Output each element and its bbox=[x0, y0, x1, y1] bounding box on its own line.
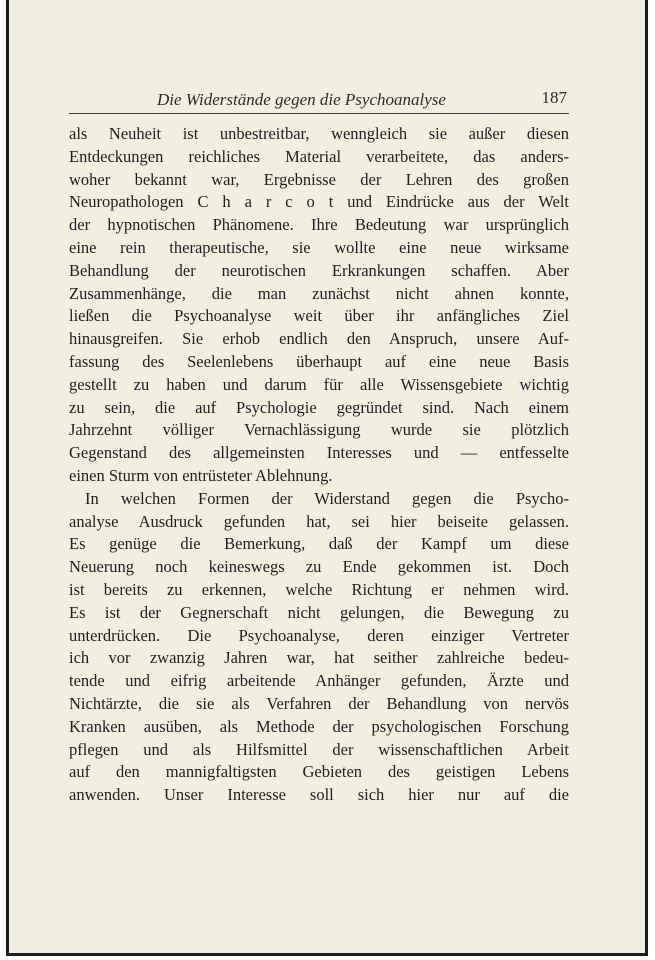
paragraph-end-line: einen Sturm von entrüsteter Ablehnung. bbox=[69, 465, 333, 485]
text-line: tende und eifrig arbeitende Anhänger gefunden, Ärzte und bbox=[69, 671, 569, 691]
text-line: unterdrücken. Die Psychoanalyse, deren einziger Vertreter bbox=[69, 625, 569, 645]
text-line: ich vor zwanzig Jahren war, hat seither zahlreiche bedeu- bbox=[69, 648, 569, 668]
text-line: eine rein therapeutische, sie wollte eine neue wirksame bbox=[69, 237, 569, 257]
text-line: Entdeckungen reichliches Material verarbeitete, das anders- bbox=[69, 146, 569, 166]
text-line: ist bereits zu erkennen, welche Richtung er nehmen wird. bbox=[69, 579, 569, 599]
text-line: zu sein, die auf Psychologie gegründet sind. Nach einem bbox=[69, 397, 569, 417]
paragraph-start-line: In welchen Formen der Widerstand gegen die Psycho- bbox=[85, 488, 569, 508]
text-line: Es genüge die Bemerkung, daß der Kampf um diese bbox=[69, 534, 569, 554]
text-line: ließen die Psychoanalyse weit über ihr anfängliches Ziel bbox=[69, 306, 569, 326]
text-line: analyse Ausdruck gefunden hat, sei hier beiseite gelassen. bbox=[69, 511, 569, 531]
header-rule bbox=[69, 113, 569, 114]
text-line: hinausgreifen. Sie erhob endlich den Anspruch, unsere Auf- bbox=[69, 329, 569, 349]
text-line: Gegenstand des allgemeinsten Interesses und — entfesselte bbox=[69, 443, 569, 463]
text-line: Jahrzehnt völliger Vernachlässigung wurde sie plötzlich bbox=[69, 420, 569, 440]
text-line: Behandlung der neurotischen Erkrankungen schaffen. Aber bbox=[69, 260, 569, 280]
text-line: Kranken ausüben, als Methode der psychologischen Forschung bbox=[69, 716, 569, 736]
text-line: als Neuheit ist unbestreitbar, wenngleich sie außer diesen bbox=[69, 124, 569, 143]
text-line: der hypnotischen Phänomene. Ihre Bedeutung war ursprünglich bbox=[69, 215, 569, 235]
text-line: Zusammenhänge, die man zunächst nicht ahnen konnte, bbox=[69, 283, 569, 303]
body-text bbox=[69, 123, 569, 807]
text-line: Neuerung noch keineswegs zu Ende gekommen ist. Doch bbox=[69, 557, 569, 577]
text-line: gestellt zu haben und darum für alle Wissensgebiete wichtig bbox=[69, 374, 569, 394]
text-line: Neuropathologen C h a r c o t und Eindrücke aus der Welt bbox=[69, 192, 569, 212]
text-line: anwenden. Unser Interesse soll sich hier nur auf die bbox=[69, 785, 569, 805]
text-line: pflegen und als Hilfsmittel der wissenschaftlichen Arbeit bbox=[69, 739, 569, 759]
text-line: Es ist der Gegnerschaft nicht gelungen, die Bewegung zu bbox=[69, 602, 569, 622]
running-title: Die Widerstände gegen die Psychoanalyse bbox=[157, 90, 446, 109]
text-line: woher bekannt war, Ergebnisse der Lehren des großen bbox=[69, 169, 569, 189]
book-page bbox=[6, 0, 648, 956]
text-line: fassung des Seelenlebens überhaupt auf eine neue Basis bbox=[69, 351, 569, 371]
page-header bbox=[69, 88, 569, 112]
text-line: Nichtärzte, die sie als Verfahren der Behandlung von nervös bbox=[69, 693, 569, 713]
text-line: auf den mannigfaltigsten Gebieten des geistigen Lebens bbox=[69, 762, 569, 782]
page-number: 187 bbox=[541, 88, 567, 107]
